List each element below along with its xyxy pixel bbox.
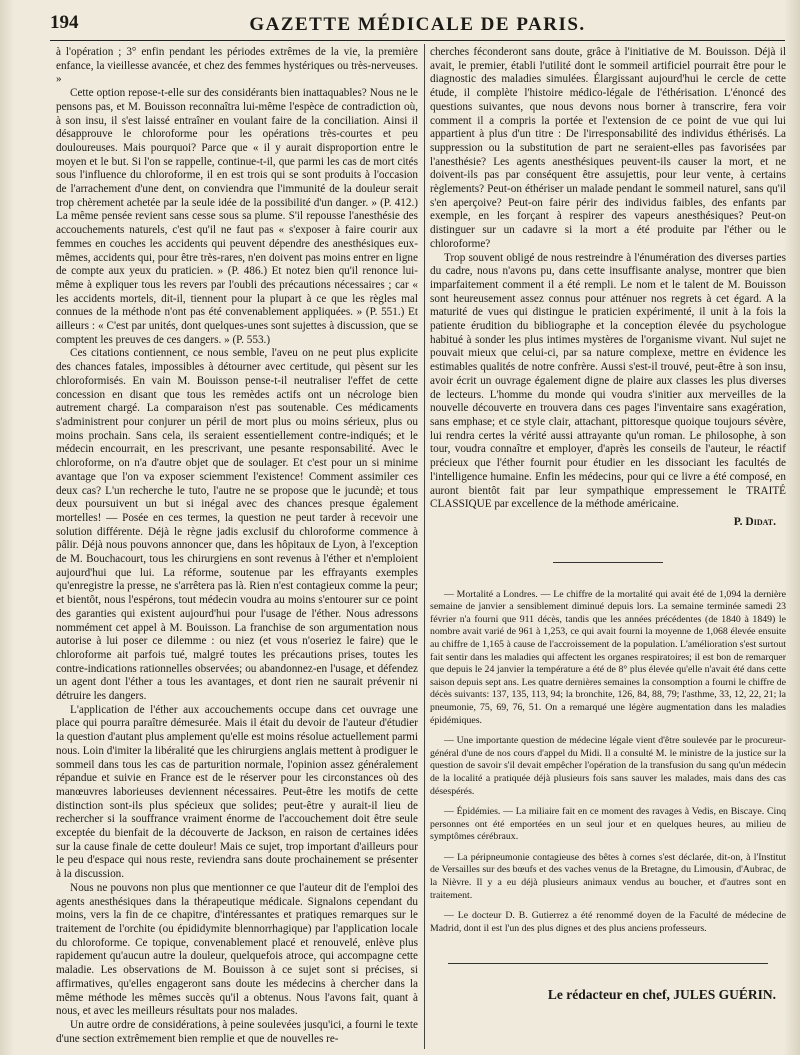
header-rule	[50, 40, 785, 41]
news-item: — Le docteur D. B. Gutierrez a été renommé doyen de la Faculté de médecine de Madrid, dont il est l'un des plus dignes et des plus anciens professeurs.	[430, 910, 786, 934]
column-divider	[424, 44, 425, 1049]
paragraph: Trop souvent obligé de nous restreindre à l'énumération des diverses parties du cadre, nous n'avons pu, dans cette insuffisante analyse, montrer que bien imparfaitement comment il a été rempli. Le nom et le talent de M. Bouisson sont heureusement assez connus pour atténuer nos regrets à cet égard. A la maturité de vues qui distingue le praticien expérimenté, il unit à la fois la patiente érudition du bibliographe et la conception élevée du psychologue habitué à sonder les plus intimes mystères de l'organisme vivant. Nul sujet ne pouvait mieux que celui-ci, par sa nature complexe, mettre en évidence les estimables qualités de notre confrère. Aussi s'est-il trouvé, peut-être à son insu, avoir écrit un ouvrage également digne de plaire aux classes les plus diverses de lecteurs. L'homme du monde qui voudra s'initier aux merveilles de la nouvelle découverte en trouvera dans ces pages l'inventaire sans exagération, sans emphase; et ce style clair, attachant, pittoresque quoique toujours sévère, lui rendra certes la vérité aussi attrayante qu'un roman. Le philosophe, à son tour, voudra connaître et employer, d'après les conseils de l'auteur, le réactif précieux que l'éther fournit pour étudier en les dissociant les facultés de l'intelligence humaine. Enfin les médecins, pour qui ce livre a été composé, en auront bientôt fait par leur sympathique empressement le TRAITÉ CLASSIQUE par excellence de la méthode américaine.	[430, 251, 786, 511]
page-header	[50, 12, 785, 38]
news-item: — La péripneumonie contagieuse des bêtes à cornes s'est déclarée, dit-on, à l'Institut de Versailles sur des bœufs et des vaches venus de la Bretagne, du Limousin, d'Aubrac, de la Nièvre. Il y a eu déjà plusieurs animaux vendus au boucher, et d'autres sont en traitement.	[430, 851, 786, 901]
paragraph: Nous ne pouvons non plus que mentionner ce que l'auteur dit de l'emploi des agents anesthésiques dans la thérapeutique médicale. Signalons cependant du moins, vers la fin de ce chapitre, d'intéressantes et pratiques remarques sur le traitement de l'orchite (ou épididymite blennorrhagique) par l'application locale du chloroforme. Ce topique, convenablement placé et renouvelé, enlève plus rapidement qu'aucun autre la douleur, quelquefois atroce, qui accompagne cette maladie. Les observations de M. Bouisson à ce sujet sont si précises, si affirmatives, qu'elles engageront sans doute les médecins à chercher dans la même méthode les mêmes succès qu'il a obtenus. Nous l'avons fait, quant à nous, et avec les meilleurs résultats pour nos malades.	[56, 881, 418, 1018]
section-divider	[448, 963, 768, 964]
page-fold-shadow	[0, 0, 14, 1055]
paragraph: Un autre ordre de considérations, à peine soulevées jusqu'ici, a fourni le texte d'une section extrêmement bien remplie et que de nouvelles re-	[56, 1018, 418, 1045]
paragraph: Ces citations contiennent, ce nous semble, l'aveu on ne peut plus explicite des chances fatales, impossibles à détourner avec certitude, qui pèsent sur les chloroformisés. En vain M. Bouisson pense-t-il neutraliser l'effet de cette concession en disant que tous les remèdes actifs ont un nécrologe bien autrement chargé. La comparaison n'est pas soutenable. Ces médicaments s'administrent pour conjurer un péril de mort plus ou moins sérieux, plus ou moins prochain. Sans cela, ils seraient essentiellement contre-indiqués; et le médecin encourrait, en les prescrivant, une pesante responsabilité. Avec le chloroforme, on n'a d'autre objet que de soulager. Et c'est pour un si minime avantage que l'on va exposer sciemment l'existence! Comment assimiler ces deux cas? L'un recherche le tuto, l'autre ne se propose que le jucundè; et tous deux poursuivent un but si inégal avec des chances presque également mortelles! — Posée en ces termes, la question ne peut tarder à recevoir une solution différente. Déjà le règne jadis exclusif du chloroforme commence à pâlir. Déjà nous pouvons annoncer que, dans les hôpitaux de Lyon, à l'exception de M. Bouchacourt, tous les chirurgiens en sont revenus à l'éther et n'emploient aujourd'hui que lui. La réforme, soutenue par les effrayants exemples qu'enregistre la presse, ne s'arrêtera pas là. Rien n'est contagieux comme la peur; et bientôt, nous l'espérons, tout médecin voudra au moins s'entourer sur ce point des garanties qui existent aujourd'hui pour l'usage de l'éther. Nous adressons nommément cet appel à M. Bouisson. La franchise de son argumentation nous autorise à lui poser ce dilemme : ou niez (et vous n'oseriez le faire) que le chloroforme ait parfois tué, malgré toutes les précautions prises, toutes les contre-indications rationnelles observées; ou abandonnez-en l'usage, et défendez un agent dont l'éther a tous les avantages, et dont rien ne saurait prévenir ni détruire les dangers.	[56, 347, 418, 703]
news-item: — Épidémies. — La miliaire fait en ce moment des ravages à Vedis, en Biscaye. Cinq personnes ont été emportées en un seul jour et en quelques heures, au milieu de symptômes cérébraux.	[430, 806, 786, 843]
article-signature: P. Didat.	[733, 515, 776, 528]
paragraph: L'application de l'éther aux accouchements occupe dans cet ouvrage une place qui pourra paraître démesurée. Mais il était du devoir de l'auteur d'étudier la question d'autant plus amplement qu'elle est moins résolue actuellement parmi nous. Loin d'imiter la libéralité que les chirurgiens anglais mettent à prodiguer le sommeil dans tous les cas de parturition normale, l'opinion assez généralement répandue et suivie en France est de le réserver pour les circonstances où des manœuvres laborieuses deviennent nécessaires. Peut-être les motifs de cette distinction sont-ils plus spécieux que solides; peut-être y aurait-il lieu de rechercher si la souffrance vraiment énorme de l'accouchement doit être seule exceptée du bienfait de la découverte de Jackson, en raison de certaines idées sur la cause finale de cette douleur! Mais ce sujet, trop important d'ailleurs pour le peu d'espace qui nous reste, reviendra sans doute prochainement se présenter à la discussion.	[56, 703, 418, 881]
journal-title: GAZETTE MÉDICALE DE PARIS.	[249, 14, 586, 35]
section-divider	[553, 562, 663, 563]
paragraph: Cette option repose-t-elle sur des considérants bien inattaquables? Nous ne le pensons pas, et M. Bouisson reconnaîtra lui-même l'espèce de contradiction où, à son insu, il s'est laissé entraîner en voulant faire de la conciliation. Ainsi il désapprouve le chloroforme pour les opérations très-courtes et peu douloureuses. Mais pourquoi? Parce que « il y aurait disproportion entre le moyen et le but. Si l'on se rappelle, continue-t-il, que parmi les cas de mort cités sous l'influence du chloroforme, il en est trois qui se sont produits à l'occasion de l'arrachement d'une dent, on conviendra que l'immunité de la douleur serait trop chèrement achetée par la seule idée de la possibilité d'un danger. » (P. 412.) La même pensée revient sans cesse sous sa plume. S'il repousse l'anesthésie des accouchements naturels, c'est qu'il ne faut pas « s'exposer à faire courir aux femmes en couches les accidents qui peuvent dépendre des anesthésiques eux-mêmes, accidents qui, pour être très-rares, n'en doivent pas moins entrer en ligne de compte aux yeux du praticien. » (P. 486.) Et notez bien qu'il renonce lui-même à expliquer tous les revers par l'oubli des précautions nécessaires ; car « les accidents mortels, dit-il, tiennent pour la plupart à ce que les règles mal connues de la méthode n'ont pas été convenablement appliquées. » (P. 551.) Et ailleurs : « C'est par unités, dont quelques-unes sont sujettes à discussion, que se comptent les preuves de ces dangers. » (P. 553.)	[56, 87, 418, 346]
paragraph: à l'opération ; 3° enfin pendant les périodes extrêmes de la vie, la première enfance, la vieillesse avancée, et chez des femmes hystériques ou très-nerveuses. »	[56, 46, 418, 86]
paragraph: cherches féconderont sans doute, grâce à l'initiative de M. Bouisson. Déjà il avait, le premier, établi l'utilité dont le sommeil artificiel pourrait être pour le diagnostic des maladies simulées. Élargissant aujourd'hui le cercle de cette étude, il complète l'histoire médico-légale de l'éthérisation. L'énoncé des questions suivantes, que nous devons nous borner à transcrire, fera voir comment il a compris la portée et l'extension de ce point de vue qui lui appartient à plus d'un titre : De l'irresponsabilité des individus éthérisés. La suppression ou la substitution de part ne seraient-elles pas favorisées par l'anesthésie? Les agents anesthésiques peuvent-ils causer la mort, et ne doivent-ils pas par conséquent être assujettis, pour leur vente, à certains règlements? Peut-on éthériser un malade pendant le sommeil naturel, sans qu'il s'en aperçoive? Peut-on faire périr des individus faibles, des enfants par exemple, en les forçant à respirer des vapeurs anesthésiques? Peut-on distinguer sur un cadavre si la mort a été produite par l'éther ou le chloroforme?	[430, 46, 786, 250]
page-number: 194	[50, 12, 79, 33]
news-item: — Une importante question de médecine légale vient d'être soulevée par le procureur-général d'une de nos cours d'appel du Midi. Il a consulté M. le ministre de la justice sur la question de savoir s'il devait empêcher l'opération de la transfusion du sang qu'un médecin de la localité a pratiquée déjà plusieurs fois sans sauver les malades, mais dans des cas désespérés.	[430, 735, 786, 797]
right-column	[430, 46, 786, 1050]
left-column	[56, 46, 418, 1050]
editor-signature: Le rédacteur en chef, JULES GUÉRIN.	[547, 987, 776, 1003]
news-section	[430, 589, 786, 936]
page-fold-shadow	[784, 0, 800, 1055]
news-item: — Mortalité a Londres. — Le chiffre de la mortalité qui avait été de 1,094 la dernière semaine de janvier a sensiblement diminué depuis lors. La semaine terminée samedi 23 février n'a fourni que 911 décès, tandis que les années précédentes (de 1840 à 1849) le nombre avait varié de 961 à 1,253, ce qui avait fourni la moyenne de 1,068 élevée ensuite au chiffre de 1,165 à cause de l'accroissement de la population. L'amélioration s'est surtout fait sentir dans les maladies qui affectent les organes respiratoires; il est bon de remarquer que depuis le 24 janvier la température a été de 8° plus élevée qu'elle n'avait été dans cette saison depuis sept ans. Les quatre dernières semaines la consomption a fourni le chiffre de décès suivants: 137, 135, 113, 94; la bronchite, 126, 84, 88, 79; l'asthme, 33, 12, 22, 21; la pneumonie, 75, 69, 76, 51. On a remarqué une légère augmentation dans les maladies épidémiques.	[430, 588, 786, 726]
